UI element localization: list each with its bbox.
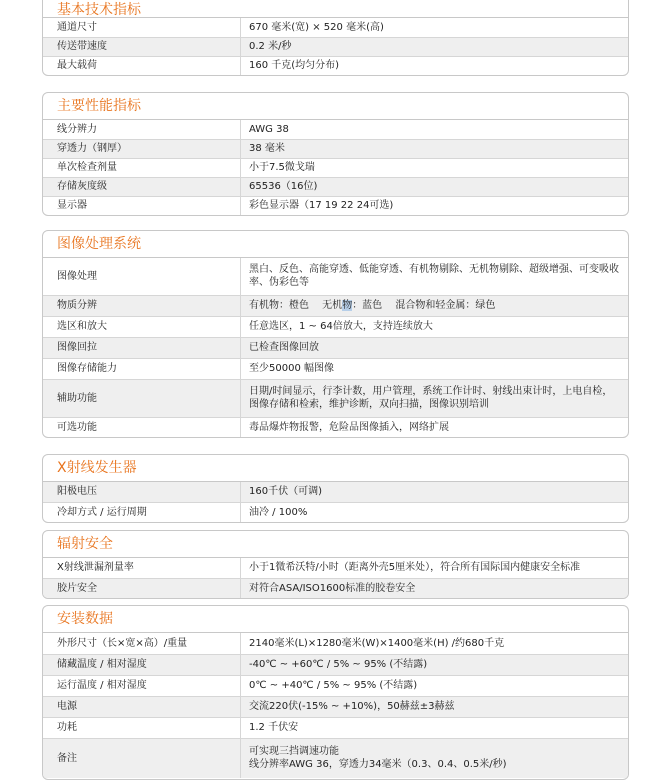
row-value: 0.2 米/秒 — [241, 37, 629, 56]
row-label: 外形尺寸（长×宽×高）/重量 — [43, 633, 241, 654]
row-label: 图像处理 — [43, 258, 241, 295]
table-row — [43, 654, 628, 675]
remark-line: 线分辨率AWG 36，穿透力34毫米（0.3、0.4、0.5米/秒) — [249, 759, 507, 771]
row-label: 冷却方式 / 运行周期 — [43, 502, 241, 522]
row-value: 65536（16位) — [241, 177, 629, 196]
row-value: 油冷 / 100% — [249, 506, 308, 518]
row-label: 图像存储能力 — [43, 358, 241, 379]
table-row — [43, 337, 628, 358]
table-row — [43, 417, 628, 437]
row-value: 对符合ASA/ISO1600标准的胶卷安全 — [241, 578, 629, 598]
row-value: 38 毫米 — [241, 139, 629, 158]
row-label: 阳极电压 — [43, 482, 241, 502]
section-basic-specs — [42, 0, 629, 76]
row-value — [241, 295, 629, 316]
row-label: 备注 — [43, 738, 241, 778]
table-row — [43, 578, 628, 598]
value-part: 有机物：橙色 无机 — [249, 300, 343, 311]
section-xray-generator — [42, 454, 629, 523]
row-value: 黑白、反色、高能穿透、低能穿透、有机物剔除、无机物剔除、超级增强、可变吸收率、伪彩色等 — [241, 258, 629, 295]
spec-table — [43, 558, 628, 598]
row-label: 通道尺寸 — [43, 18, 241, 37]
row-value: 至少50000 幅图像 — [241, 358, 629, 379]
table-row — [43, 738, 628, 778]
row-value: 1.2 千伏安 — [241, 717, 629, 738]
row-value: 小于7.5微戈瑞 — [241, 158, 629, 177]
row-value: AWG 38 — [241, 120, 629, 139]
row-value: 任意选区，1 ~ 64倍放大，支持连续放大 — [241, 316, 629, 337]
row-label: 辅助功能 — [43, 379, 241, 417]
row-label: 图像回拉 — [43, 337, 241, 358]
row-label: 显示器 — [43, 196, 241, 215]
table-row — [43, 196, 628, 215]
row-value: 160千伏（可调) — [241, 482, 629, 502]
row-label: 功耗 — [43, 717, 241, 738]
section-title: X射线发生器 — [43, 455, 628, 482]
table-row — [43, 56, 628, 75]
row-label: X射线泄漏剂量率 — [43, 558, 241, 578]
row-value: 毒品爆炸物报警，危险品图像插入，网络扩展 — [249, 421, 449, 433]
row-label: 存储灰度级 — [43, 177, 241, 196]
table-row — [43, 482, 628, 502]
spec-table — [43, 18, 628, 75]
row-label: 物质分辨 — [43, 295, 241, 316]
table-row — [43, 120, 628, 139]
section-title: 图像处理系统 — [43, 231, 628, 258]
row-value: 小于1微希沃特/小时（距离外壳5厘米处），符合所有国际国内健康安全标准 — [241, 558, 629, 578]
section-radiation-safety — [42, 530, 629, 599]
row-value: 160 千克(均匀分布) — [249, 60, 340, 72]
section-image-processing — [42, 230, 629, 438]
spec-table — [43, 482, 628, 522]
row-label: 线分辨力 — [43, 120, 241, 139]
row-label: 胶片安全 — [43, 578, 241, 598]
spec-table — [43, 633, 628, 778]
table-row — [43, 18, 628, 37]
row-label: 储藏温度 / 相对湿度 — [43, 654, 241, 675]
table-row — [43, 139, 628, 158]
section-performance — [42, 92, 629, 216]
table-row — [43, 633, 628, 654]
row-value: 0℃ ~ +40℃ / 5% ~ 95% (不结露) — [241, 675, 629, 696]
spec-table — [43, 120, 628, 215]
table-row — [43, 295, 628, 316]
row-label: 可选功能 — [43, 417, 241, 437]
table-row — [43, 37, 628, 56]
row-label: 选区和放大 — [43, 316, 241, 337]
table-row — [43, 675, 628, 696]
section-installation — [42, 605, 629, 780]
row-label: 传送带速度 — [43, 37, 241, 56]
text-selection-highlight[interactable]: 物 — [342, 300, 353, 311]
table-row — [43, 177, 628, 196]
table-row — [43, 558, 628, 578]
spec-table — [43, 258, 628, 437]
row-value: -40℃ ~ +60℃ / 5% ~ 95% (不结露) — [241, 654, 629, 675]
table-row — [43, 717, 628, 738]
table-row — [43, 358, 628, 379]
section-title: 主要性能指标 — [43, 93, 628, 120]
value-part: ：蓝色 混合物和轻金属：绿色 — [352, 300, 496, 311]
table-row — [43, 258, 628, 295]
section-title: 基本技术指标 — [43, 0, 628, 18]
section-title: 安装数据 — [43, 606, 628, 633]
table-row — [43, 696, 628, 717]
row-value: 2140毫米(L)×1280毫米(W)×1400毫米(H) /约680千克 — [241, 633, 629, 654]
row-label: 电源 — [43, 696, 241, 717]
table-row — [43, 158, 628, 177]
table-row — [43, 316, 628, 337]
table-row — [43, 502, 628, 522]
row-label: 运行温度 / 相对湿度 — [43, 675, 241, 696]
row-value: 交流220伏(-15% ~ +10%)，50赫兹±3赫兹 — [241, 696, 629, 717]
section-title: 辐射安全 — [43, 531, 628, 558]
row-label: 最大载荷 — [43, 56, 241, 75]
row-label: 穿透力（钢厚） — [43, 139, 241, 158]
row-label: 单次检查剂量 — [43, 158, 241, 177]
row-value — [241, 738, 629, 778]
row-value: 日期/时间显示，行李计数，用户管理，系统工作计时、射线出束计时，上电自检，图像存储和检索，维护诊断，双向扫描，图像识别培训 — [241, 379, 629, 417]
remark-line: 可实现三挡调速功能 — [249, 746, 339, 758]
row-value: 彩色显示器（17 19 22 24可选) — [249, 200, 394, 212]
row-value: 已检查图像回放 — [241, 337, 629, 358]
row-value: 670 毫米(宽) × 520 毫米(高) — [241, 18, 629, 37]
table-row — [43, 379, 628, 417]
